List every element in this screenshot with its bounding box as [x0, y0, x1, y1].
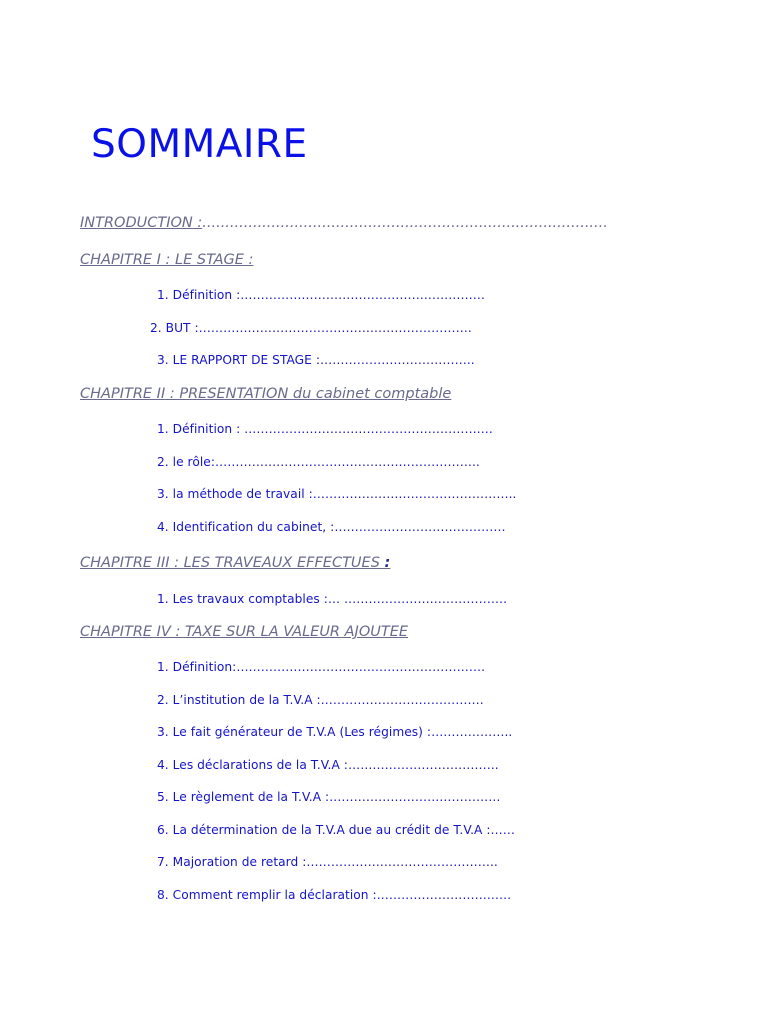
- toc-item: 3. la méthode de travail :…………………………………………..: [157, 487, 517, 501]
- toc-item: 8. Comment remplir la déclaration :……………………………: [157, 888, 512, 902]
- toc-chapter-3: [80, 555, 390, 571]
- toc-chapter-1: [80, 252, 253, 268]
- chapter-1-title-main: CHAPITRE I: [80, 252, 161, 268]
- toc-item: 2. le rôle:………………………………………………………..: [157, 455, 480, 469]
- chapter-2-title-rest: : PRESENTATION du cabinet comptable: [165, 386, 452, 402]
- toc-item: 7. Majoration de retard :………………………………………..: [157, 855, 498, 869]
- toc-item: 3. Le fait générateur de T.V.A (Les régimes) :………………..: [157, 725, 513, 739]
- chapter-3-title-main: CHAPITRE III: [80, 555, 170, 571]
- toc-item: 4. Les déclarations de la T.V.A :……………………………….: [157, 758, 499, 772]
- toc-chapter-4: [80, 624, 408, 640]
- chapter-3-title-rest: : LES TRAVEAUX EFFECTUES: [169, 555, 385, 571]
- introduction-dots: ........................................................................................: [202, 215, 608, 231]
- chapter-1-title-rest: : LE STAGE :: [160, 252, 254, 268]
- toc-item: 4. Identification du cabinet, :……………………………………: [157, 520, 506, 534]
- toc-introduction: [80, 215, 608, 231]
- page-title: SOMMAIRE: [91, 122, 308, 167]
- toc-item: 1. Définition :……………………………………………………: [157, 288, 485, 302]
- toc-chapter-2: [80, 386, 451, 402]
- toc-item: 2. BUT :………………………………………………………….: [150, 321, 472, 335]
- introduction-label: INTRODUCTION :: [80, 215, 203, 231]
- toc-item: 1. Définition:…………………………………………………….: [157, 660, 485, 674]
- chapter-4-title-main: CHAPITRE IV : TAXE SUR LA VALEUR AJOUTEE: [80, 624, 409, 640]
- chapter-2-title-main: CHAPITRE II: [80, 386, 166, 402]
- toc-item: 5. Le règlement de la T.V.A :……………………………………: [157, 790, 501, 804]
- toc-item: 1. Les travaux comptables :… ………………………………….: [157, 592, 508, 606]
- toc-item: 3. LE RAPPORT DE STAGE :………………………………..: [157, 353, 475, 367]
- chapter-3-title-colon: :: [384, 555, 391, 571]
- toc-item: 1. Définition : …………………………………………………….: [157, 422, 493, 436]
- toc-item: 2. L’institution de la T.V.A :………………………………….: [157, 693, 484, 707]
- toc-item: 6. La détermination de la T.V.A due au crédit de T.V.A :……: [157, 823, 515, 837]
